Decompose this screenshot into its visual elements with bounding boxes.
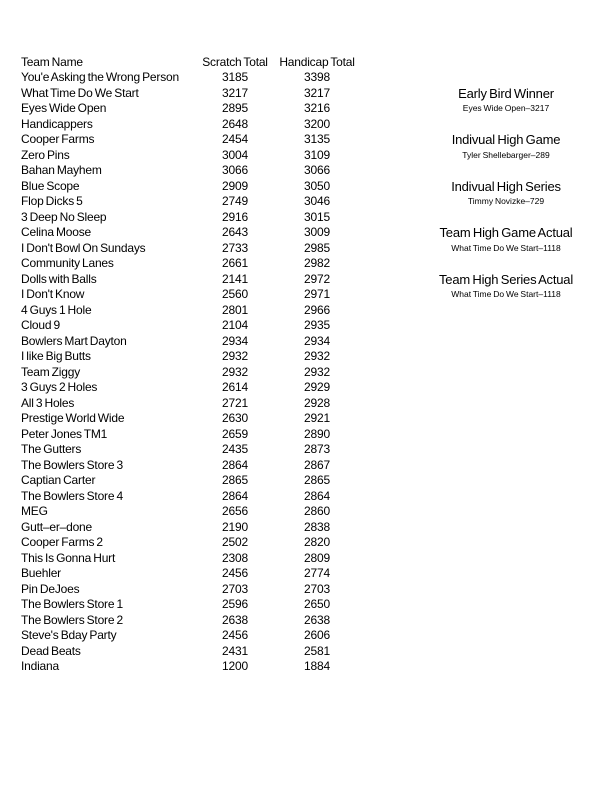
scratch-total-cell: 2630 <box>222 411 248 425</box>
award-winner: Tyler Shellebarger–289 <box>462 149 550 160</box>
scratch-total-cell: 2916 <box>222 209 248 224</box>
handicap-total-cell: 3217 <box>304 85 330 100</box>
scratch-total-cell: 2865 <box>222 473 248 487</box>
table-row <box>0 334 612 350</box>
table-row <box>0 473 612 489</box>
table-row <box>0 272 612 288</box>
table-row <box>0 179 612 195</box>
table-row <box>0 566 612 582</box>
handicap-total-cell: 3046 <box>304 194 330 208</box>
table-row <box>0 504 612 520</box>
team-name-cell: Bowlers Mart Dayton <box>21 333 127 348</box>
scratch-total-cell: 2864 <box>222 457 248 472</box>
team-name-cell: Steve's Bday Party <box>21 628 117 642</box>
table-row <box>0 210 612 226</box>
scratch-total-cell: 2864 <box>222 488 248 503</box>
team-name-cell: Flop Dicks 5 <box>21 194 83 208</box>
handicap-total-cell: 1884 <box>304 659 330 673</box>
scratch-total-cell: 2801 <box>222 302 248 317</box>
award-winner: Timmy Novizke–729 <box>467 196 545 206</box>
handicap-total-cell: 2581 <box>304 643 330 658</box>
scratch-total-cell: 2721 <box>222 395 248 410</box>
team-name-cell: Blue Scope <box>21 178 80 193</box>
scratch-total-cell: 2659 <box>222 426 248 441</box>
scratch-total-cell: 2932 <box>222 364 248 379</box>
scratch-total-cell: 2596 <box>222 597 248 611</box>
table-row <box>0 659 612 675</box>
table-row <box>0 411 612 427</box>
table-row <box>0 380 612 396</box>
scratch-total-cell: 2454 <box>222 132 248 146</box>
handicap-total-cell: 2873 <box>304 442 330 456</box>
scratch-total-cell: 2502 <box>222 535 248 549</box>
table-row <box>0 318 612 334</box>
scratch-total-cell: 2749 <box>222 194 248 208</box>
handicap-total-cell: 2865 <box>304 473 330 487</box>
scratch-total-cell: 2932 <box>222 349 248 363</box>
table-row <box>0 396 612 412</box>
scratch-total-cell: 2435 <box>222 442 248 456</box>
handicap-total-cell: 2890 <box>304 426 330 441</box>
team-name-cell: This Is Gonna Hurt <box>21 550 116 565</box>
handicap-total-cell: 2971 <box>304 287 330 301</box>
award-winner: What Time Do We Start–1118 <box>451 242 561 253</box>
handicap-total-cell: 2864 <box>304 488 330 503</box>
handicap-total-cell: 2985 <box>304 240 330 255</box>
scratch-total-cell: 2648 <box>222 116 248 131</box>
handicap-total-cell: 3398 <box>304 70 330 84</box>
team-name-cell: All 3 Holes <box>21 395 75 410</box>
table-row <box>0 458 612 474</box>
handicap-total-cell: 2838 <box>304 519 330 534</box>
scratch-total-cell: 1200 <box>222 659 248 673</box>
scratch-total-cell: 2656 <box>222 504 248 518</box>
handicap-total-cell: 2932 <box>304 364 330 379</box>
team-name-cell: 3 Guys 2 Holes <box>21 380 98 394</box>
table-row <box>0 427 612 443</box>
scratch-total-cell: 2456 <box>222 566 248 580</box>
team-name-cell: Eyes Wide Open <box>21 101 107 115</box>
award-winner: What Time Do We Start–1118 <box>451 289 561 299</box>
table-row <box>0 597 612 613</box>
table-row <box>0 163 612 179</box>
award-title: Indivual High Game <box>451 132 561 147</box>
team-name-cell: Cooper Farms 2 <box>21 535 103 549</box>
handicap-total-cell: 2860 <box>304 504 330 518</box>
table-row <box>0 132 612 148</box>
team-name-cell: Peter Jones TM1 <box>21 426 108 441</box>
handicap-total-cell: 2606 <box>304 628 330 642</box>
team-name-cell: I Don't Know <box>21 287 85 301</box>
table-row <box>0 241 612 257</box>
team-name-cell: The Gutters <box>21 442 82 456</box>
team-name-cell: Gutt–er–done <box>21 519 92 534</box>
header-team-name: Team Name <box>21 54 83 69</box>
handicap-total-cell: 2921 <box>304 411 330 425</box>
scratch-total-cell: 2456 <box>222 628 248 642</box>
table-row <box>0 287 612 303</box>
table-header-row <box>0 55 612 71</box>
team-name-cell: You'e Asking the Wrong Person <box>21 70 179 84</box>
team-name-cell: 4 Guys 1 Hole <box>21 302 92 317</box>
scratch-total-cell: 2909 <box>222 178 248 193</box>
team-name-cell: Cooper Farms <box>21 132 95 146</box>
table-row <box>0 194 612 210</box>
header-handicap-total: Handicap Total <box>279 54 355 69</box>
handicap-total-cell: 2867 <box>304 457 330 472</box>
handicap-total-cell: 3200 <box>304 116 330 131</box>
table-row <box>0 256 612 272</box>
team-name-cell: I like Big Butts <box>21 349 91 363</box>
table-row <box>0 520 612 536</box>
team-name-cell: Dolls with Balls <box>21 271 97 286</box>
scratch-total-cell: 2190 <box>222 519 248 534</box>
scratch-total-cell: 2560 <box>222 287 248 301</box>
table-row <box>0 551 612 567</box>
table-row <box>0 365 612 381</box>
award-title: Indivual High Series <box>451 178 561 194</box>
team-name-cell: Community Lanes <box>21 256 114 270</box>
team-name-cell: Bahan Mayhem <box>21 163 102 177</box>
handicap-total-cell: 3066 <box>304 163 330 177</box>
table-row <box>0 117 612 133</box>
team-name-cell: Zero Pins <box>21 147 70 162</box>
handicap-total-cell: 2982 <box>304 256 330 270</box>
scratch-total-cell: 2638 <box>222 612 248 627</box>
team-name-cell: Buehler <box>21 566 61 580</box>
table-row <box>0 101 612 117</box>
team-name-cell: Pin DeJoes <box>21 581 80 596</box>
scratch-total-cell: 2895 <box>222 101 248 115</box>
handicap-total-cell: 3015 <box>304 209 330 224</box>
table-row <box>0 628 612 644</box>
handicap-total-cell: 2972 <box>304 271 330 286</box>
handicap-total-cell: 3050 <box>304 178 330 193</box>
handicap-total-cell: 2703 <box>304 581 330 596</box>
table-row <box>0 489 612 505</box>
scratch-total-cell: 3217 <box>222 85 248 100</box>
team-name-cell: The Bowlers Store 3 <box>21 457 123 472</box>
scratch-total-cell: 2308 <box>222 550 248 565</box>
team-name-cell: Indiana <box>21 659 59 673</box>
table-row <box>0 582 612 598</box>
table-row <box>0 148 612 164</box>
scratch-total-cell: 2934 <box>222 333 248 348</box>
table-row <box>0 442 612 458</box>
award-title: Team High Series Actual <box>438 271 574 287</box>
scratch-total-cell: 3185 <box>222 70 248 84</box>
award-winner: Eyes Wide Open–3217 <box>462 103 550 113</box>
team-name-cell: The Bowlers Store 1 <box>21 597 123 611</box>
table-row <box>0 644 612 660</box>
scratch-total-cell: 2104 <box>222 318 248 332</box>
scratch-total-cell: 2733 <box>222 240 248 255</box>
scratch-total-cell: 2661 <box>222 256 248 270</box>
table-row <box>0 303 612 319</box>
table-row <box>0 86 612 102</box>
team-name-cell: Dead Beats <box>21 643 81 658</box>
table-row <box>0 535 612 551</box>
scratch-total-cell: 2614 <box>222 380 248 394</box>
team-name-cell: Team Ziggy <box>21 364 81 379</box>
table-row <box>0 613 612 629</box>
handicap-total-cell: 2934 <box>304 333 330 348</box>
handicap-total-cell: 2774 <box>304 566 330 580</box>
table-row <box>0 70 612 86</box>
team-name-cell: I Don't Bowl On Sundays <box>21 240 146 255</box>
handicap-total-cell: 2966 <box>304 302 330 317</box>
table-row <box>0 225 612 241</box>
team-name-cell: MEG <box>21 504 48 518</box>
table-row <box>0 349 612 365</box>
handicap-total-cell: 2935 <box>304 318 330 332</box>
handicap-total-cell: 2928 <box>304 395 330 410</box>
award-title: Team High Game Actual <box>439 225 573 240</box>
scratch-total-cell: 2141 <box>222 271 248 286</box>
handicap-total-cell: 2638 <box>304 612 330 627</box>
handicap-total-cell: 3109 <box>304 147 330 162</box>
team-name-cell: Celina Moose <box>21 225 91 239</box>
scratch-total-cell: 2703 <box>222 581 248 596</box>
team-name-cell: What Time Do We Start <box>21 85 139 100</box>
scratch-total-cell: 3004 <box>222 147 248 162</box>
team-name-cell: 3 Deep No Sleep <box>21 209 107 224</box>
team-name-cell: Cloud 9 <box>21 318 60 332</box>
handicap-total-cell: 2809 <box>304 550 330 565</box>
team-name-cell: Prestige World Wide <box>21 411 125 425</box>
team-name-cell: The Bowlers Store 4 <box>21 488 123 503</box>
scratch-total-cell: 2643 <box>222 225 248 239</box>
handicap-total-cell: 2932 <box>304 349 330 363</box>
handicap-total-cell: 3216 <box>304 101 330 115</box>
handicap-total-cell: 2820 <box>304 535 330 549</box>
handicap-total-cell: 3135 <box>304 132 330 146</box>
team-name-cell: The Bowlers Store 2 <box>21 612 123 627</box>
scratch-total-cell: 3066 <box>222 163 248 177</box>
handicap-total-cell: 2650 <box>304 597 330 611</box>
team-name-cell: Captian Carter <box>21 473 96 487</box>
scratch-total-cell: 2431 <box>222 643 248 658</box>
handicap-total-cell: 3009 <box>304 225 330 239</box>
header-scratch-total: Scratch Total <box>202 54 268 69</box>
award-title: Early Bird Winner <box>458 85 554 101</box>
handicap-total-cell: 2929 <box>304 380 330 394</box>
team-name-cell: Handicappers <box>21 116 93 131</box>
